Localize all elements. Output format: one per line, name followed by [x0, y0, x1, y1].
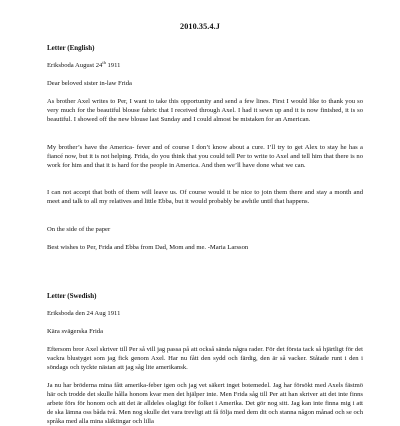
- swedish-letter-date: Eriksboda den 24 Aug 1911: [47, 310, 121, 317]
- section-heading: Letter (Swedish): [47, 292, 97, 300]
- english-paragraph-5: Best wishes to Per, Frida and Ebba from Dad, Mom and me. -Maria Larsson: [47, 244, 249, 251]
- english-paragraph-2: My brother’s have the America- fever and of course I don’t know about a cure. I’ll try to get Alex to stay he has a fiancé now, but it is not helping. Frida, do you think that you could tell Per to write to Axel and tell him that there is no work for him and that it is hard for the people in America. And then we’ll have done what we can.: [47, 144, 363, 170]
- swedish-paragraph-1: Eftersom bror Axel skriver till Per så vill jag passa på att också sända några rader. För det första tack så hjärtligt för det vackra blustyget som jag fick genom Axel. Har nu fått den sydd och färdig, den är så vacker. Ståtade runt i den i söndags och tyckte nästan att jag såg lite amerikansk.: [47, 346, 363, 372]
- section-heading: Letter (English): [47, 44, 95, 52]
- swedish-letter-heading: [47, 292, 363, 301]
- date-ordinal: th: [102, 59, 106, 65]
- english-salutation: Dear beloved sister in-law Frida: [47, 80, 132, 87]
- english-paragraph-1: As brother Axel writes to Per, I want to take this opportunity and send a few lines. First I would like to thank you so very much for the beautiful blouse fabric that I received through Axel. I had it sewn up and it is now finished, it is so beautiful. I showed off the new blouse last Sunday and I could almost be mistaken for an American.: [47, 98, 363, 124]
- english-paragraph-3: I can not accept that both of them will leave us. Of course would it be nice to join them there and stay a month and meet and talk to all my relatives and little Ebba, but it would probably be awhile until that happens.: [47, 189, 363, 206]
- swedish-paragraph-2: Ja nu har bröderna mina fått amerika-feber igen och jag vet säkert inget botemedel. Jag har försökt med Axels fästmö här och trodde det skulle hålla honom kvar men det hjälper inte. Men Frida såg till Per att han skriver att det inte finns arbete förs för honom och att det är alldeles olagligt för folket i Amerika. Det gör nog sitt. Jag kan inte finna mig i att de ska lämna oss båda två. Men nog skulle det vara trevligt att få följa med dem dit och stanna någon månad och se och språka med alla mina släktingar och lilla: [47, 382, 363, 426]
- swedish-salutation: Kära svägerska Frida: [47, 328, 104, 335]
- english-paragraph-4: On the side of the paper: [47, 226, 111, 233]
- document-id: 2010.35.4.J: [180, 22, 220, 31]
- english-letter-date: Eriksboda August 24th 1911: [47, 59, 121, 69]
- english-letter-heading: [47, 44, 363, 53]
